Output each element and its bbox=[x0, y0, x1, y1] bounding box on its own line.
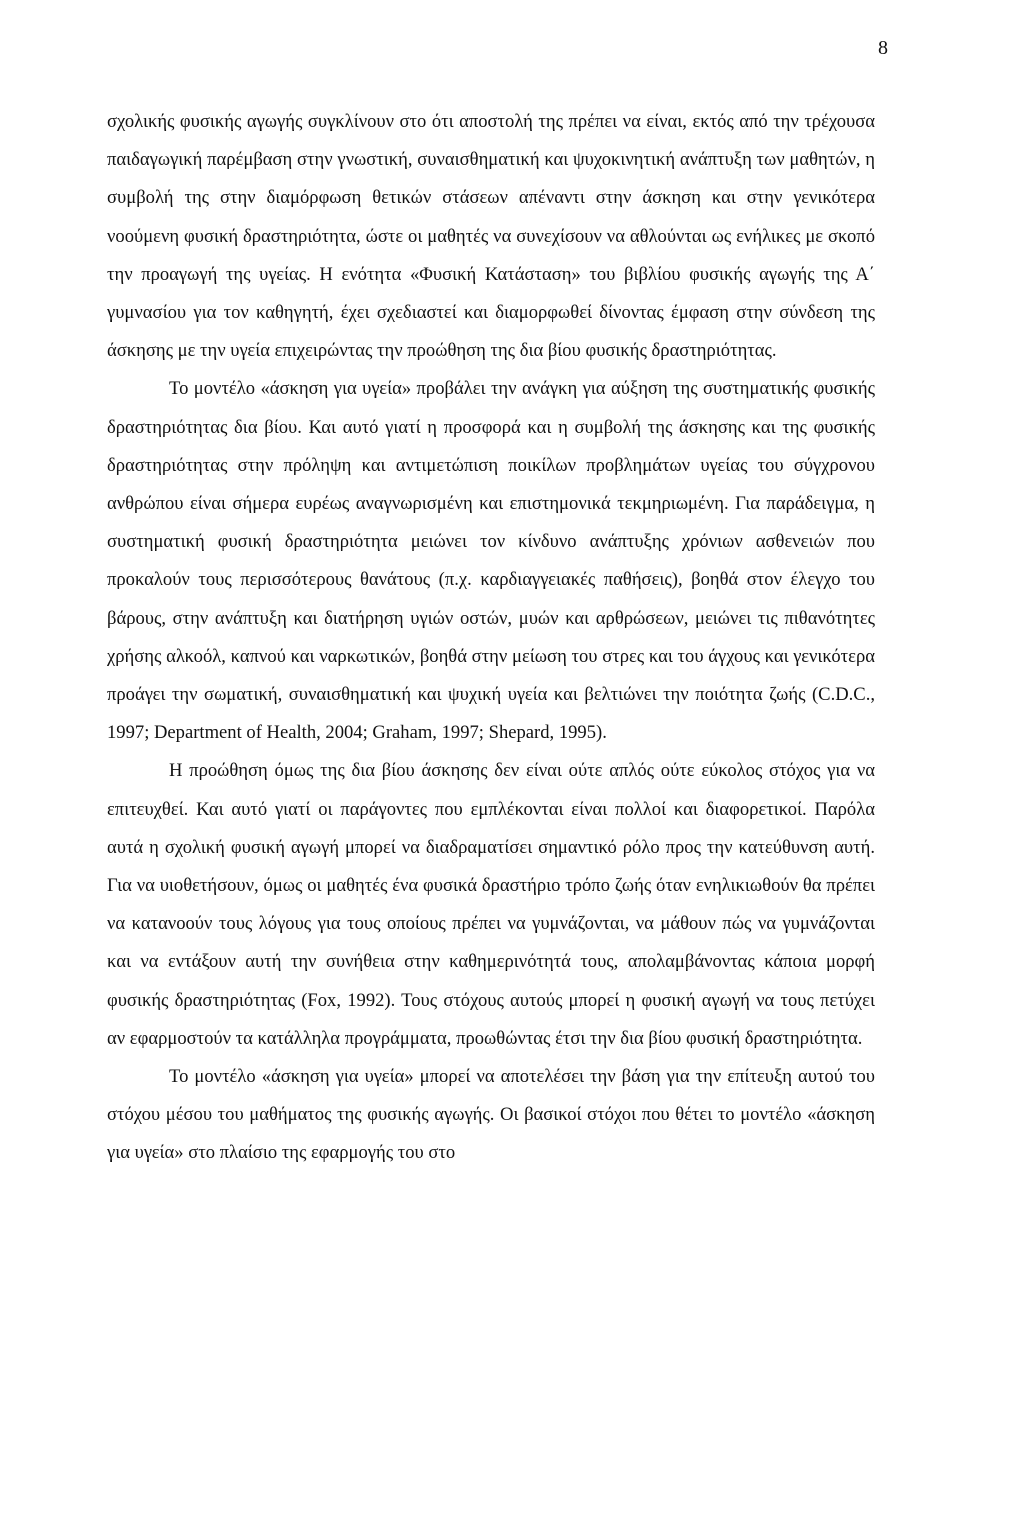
paragraph-continuation: σχολικής φυσικής αγωγής συγκλίνουν στο ότι αποστολή της πρέπει να είναι, εκτός από την τρέχουσα παιδαγωγική παρέμβαση στην γνωστική, συναισθηματική και ψυχοκινητική ανάπτυξη των μαθητών, η συμβολή της στην διαμόρφωση θετικών στάσεων απέναντι στην άσκηση και στην γενικότερα νοούμενη φυσική δραστηριότητα, ώστε οι μαθητές να συνεχίσουν να αθλούνται ως ενήλικες με σκοπό την προαγωγή της υγείας. Η ενότητα «Φυσική Κατάσταση» του βιβλίου φυσικής αγωγής της Α΄ γυμνασίου για τον καθηγητή, έχει σχεδιαστεί και διαμορφωθεί δίνοντας έμφαση στην σύνδεση της άσκησης με την υγεία επιχειρώντας την προώθηση της δια βίου φυσικής δραστηριότητας. bbox=[107, 111, 875, 362]
body-text bbox=[107, 103, 875, 1173]
paragraph: Το μοντέλο «άσκηση για υγεία» προβάλει την ανάγκη για αύξηση της συστηματικής φυσικής δραστηριότητας δια βίου. Και αυτό γιατί η προσφορά και η συμβολή της άσκησης και της φυσικής δραστηριότητας στην πρόληψη και αντιμετώπιση ποικίλων προβλημάτων υγείας του σύγχρονου ανθρώπου είναι σήμερα ευρέως αναγνωρισμένη και επιστημονικά τεκμηριωμένη. Για παράδειγμα, η συστηματική φυσική δραστηριότητα μειώνει τον κίνδυνο ανάπτυξης χρόνιων ασθενειών που προκαλούν τους περισσότερους θανάτους (π.χ. καρδιαγγειακές παθήσεις), βοηθά στον έλεγχο του βάρους, στην ανάπτυξη και διατήρηση υγιών οστών, μυών και αρθρώσεων, μειώνει τις πιθανότητες χρήσης αλκοόλ, καπνού και ναρκωτικών, βοηθά στην μείωση του στρες και του άγχους και γενικότερα προάγει την σωματική, συναισθηματική και ψυχική υγεία και βελτιώνει την ποιότητα ζωής (C.D.C., 1997; Department of Health, 2004; Graham, 1997; Shepard, 1995). bbox=[107, 378, 875, 744]
page-number: 8 bbox=[878, 37, 888, 59]
paragraph: Η προώθηση όμως της δια βίου άσκησης δεν είναι ούτε απλός ούτε εύκολος στόχος για να επιτευχθεί. Και αυτό γιατί οι παράγοντες που εμπλέκονται είναι πολλοί και διαφορετικοί. Παρόλα αυτά η σχολική φυσική αγωγή μπορεί να διαδραματίσει σημαντικό ρόλο προς την κατεύθυνση αυτή. Για να υιοθετήσουν, όμως οι μαθητές ένα φυσικά δραστήριο τρόπο ζωής όταν ενηλικιωθούν θα πρέπει να κατανοούν τους λόγους για τους οποίους πρέπει να γυμνάζονται, να μάθουν πώς να γυμνάζονται και να εντάξουν αυτή την συνήθεια στην καθημερινότητά τους, απολαμβάνοντας κάποια μορφή φυσικής δραστηριότητας (Fox, 1992). Τους στόχους αυτούς μπορεί η φυσική αγωγή να τους πετύχει αν εφαρμοστούν τα κατάλληλα προγράμματα, προωθώντας έτσι την δια βίου φυσική δραστηριότητα. bbox=[107, 760, 875, 1049]
paragraph: Το μοντέλο «άσκηση για υγεία» μπορεί να αποτελέσει την βάση για την επίτευξη αυτού του στόχου μέσου του μαθήματος της φυσικής αγωγής. Οι βασικοί στόχοι που θέτει το μοντέλο «άσκηση για υγεία» στο πλαίσιο της εφαρμογής του στο bbox=[107, 1066, 875, 1164]
